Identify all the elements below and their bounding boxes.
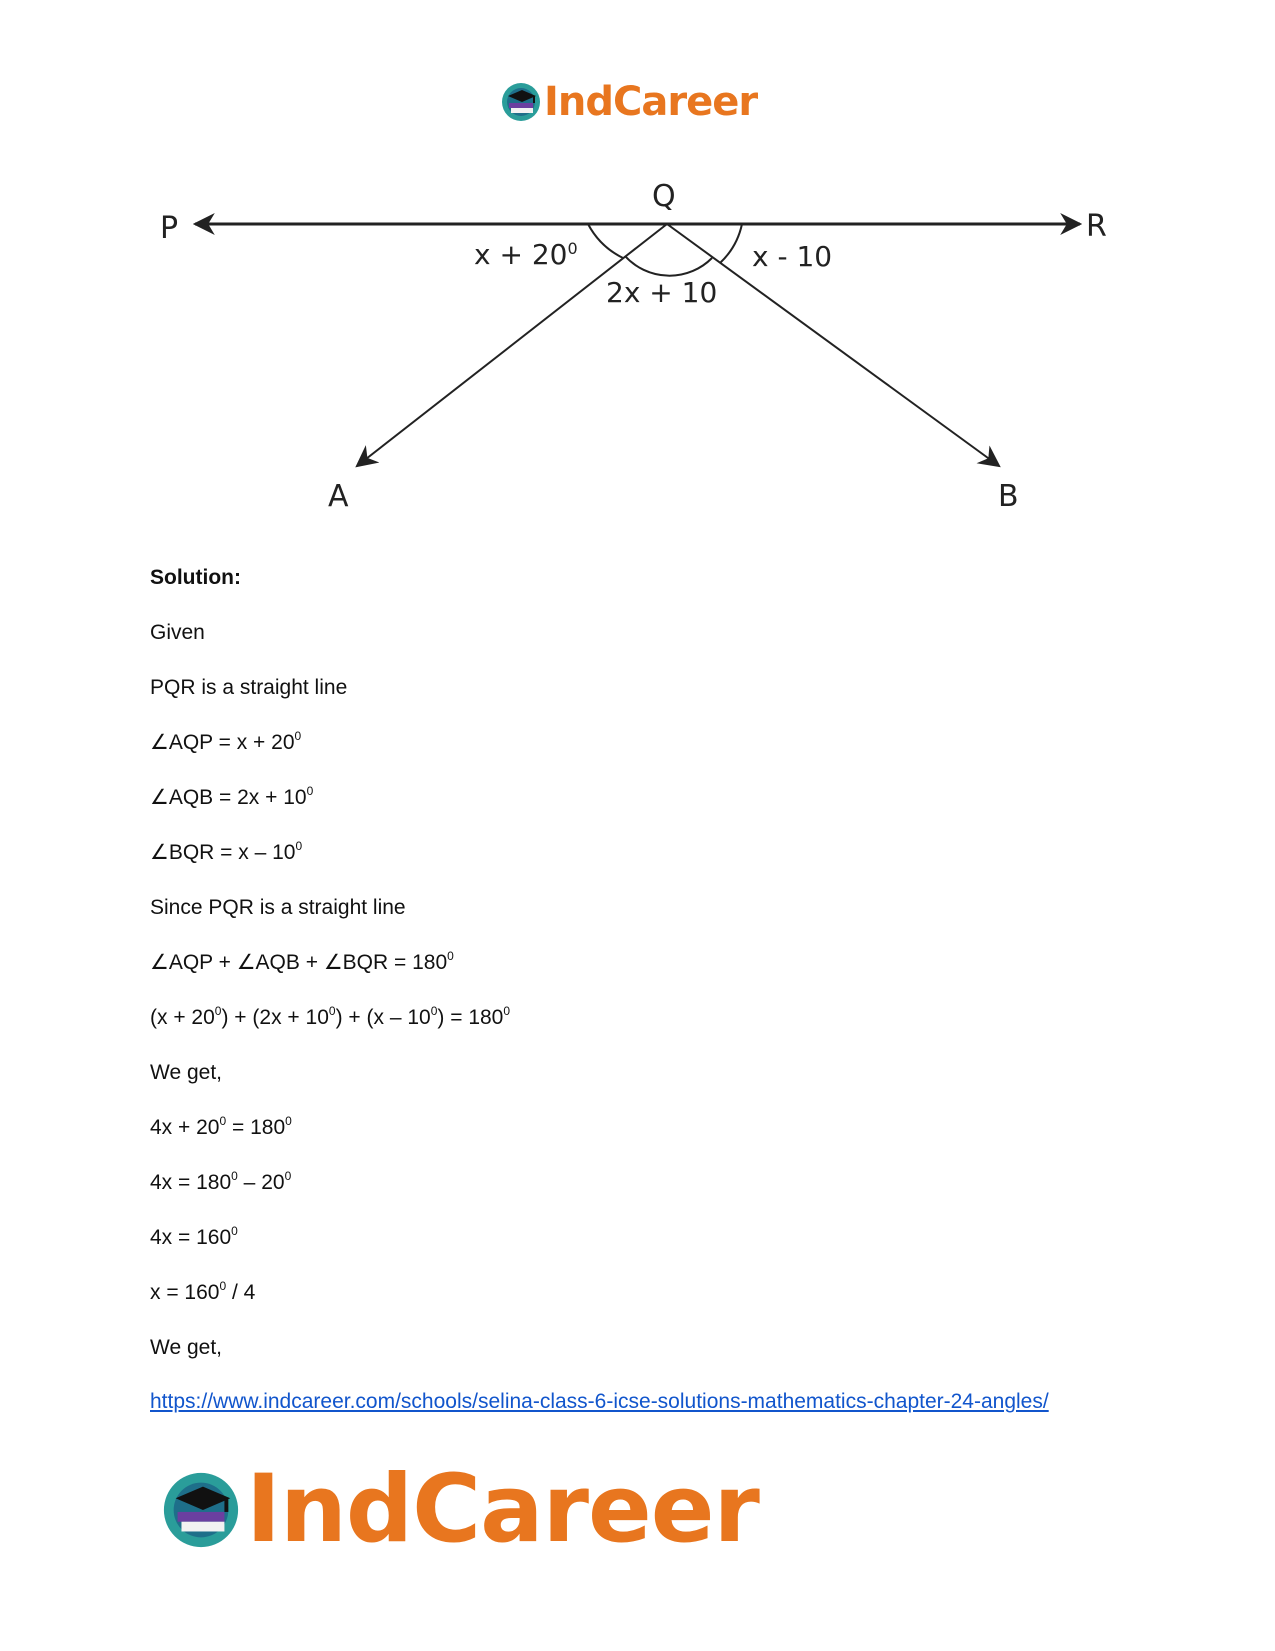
line-text: Since PQR is a straight line xyxy=(150,896,406,919)
line-text: Given xyxy=(150,621,205,644)
line-text: We get, xyxy=(150,1061,222,1084)
point-p-label: P xyxy=(160,211,179,246)
solution-line xyxy=(150,951,1130,975)
point-b-label: B xyxy=(998,479,1019,514)
solution-line xyxy=(150,1006,1130,1030)
solution-content xyxy=(150,566,1130,1417)
degree-sup: 0 xyxy=(231,1224,238,1238)
line-text: x = 160 xyxy=(150,1281,220,1304)
degree-sup: 0 xyxy=(328,1004,336,1018)
arc-bqr xyxy=(720,224,742,263)
line-text: PQR is a straight line xyxy=(150,676,348,699)
angle-aqb-label: 2x + 10 xyxy=(606,276,718,309)
degree-sup: 0 xyxy=(295,839,303,853)
source-link[interactable]: https://www.indcareer.com/schools/selina-class-6-icse-solutions-mathematics-chapter-24-angles/ xyxy=(150,1390,1049,1413)
angle-aqp-label xyxy=(474,238,578,271)
angle-aqp-degree: 0 xyxy=(567,239,578,258)
brand-name: IndCareer xyxy=(544,79,758,125)
brand-name: IndCareer xyxy=(246,1455,759,1564)
degree-sup: 0 xyxy=(430,1004,438,1018)
graduation-cap-books-icon xyxy=(500,81,542,123)
header-logo xyxy=(500,78,757,126)
line-text: ∠AQB = 2x + 10 xyxy=(150,786,307,809)
point-r-label: R xyxy=(1086,209,1107,244)
line-text: (x + 20 xyxy=(150,1006,215,1029)
degree-sup: 0 xyxy=(219,1279,227,1293)
solution-line xyxy=(150,731,1130,755)
line-text: = 180 xyxy=(226,1116,286,1139)
point-a-label: A xyxy=(328,479,349,514)
ray-qb xyxy=(667,224,999,466)
solution-lines xyxy=(150,621,1130,1360)
degree-sup: 0 xyxy=(285,1114,292,1128)
line-text: / 4 xyxy=(226,1281,256,1304)
arc-aqp xyxy=(588,224,623,258)
angle-diagram xyxy=(0,170,1275,540)
degree-sup: 0 xyxy=(284,1169,292,1183)
line-text: We get, xyxy=(150,1336,222,1359)
solution-line xyxy=(150,621,1130,645)
line-text: ∠BQR = x – 10 xyxy=(150,841,296,864)
degree-sup: 0 xyxy=(214,1004,222,1018)
solution-line xyxy=(150,786,1130,810)
line-text: ) + (2x + 10 xyxy=(221,1006,329,1029)
solution-line xyxy=(150,1116,1130,1140)
solution-line xyxy=(150,1171,1130,1195)
angle-aqp-text: x + 20 xyxy=(474,238,568,271)
solution-heading: Solution: xyxy=(150,566,241,589)
point-q-label: Q xyxy=(652,179,676,214)
line-text: ∠AQP + ∠AQB + ∠BQR = 180 xyxy=(150,951,448,974)
arc-aqb xyxy=(625,256,712,276)
line-text: – 20 xyxy=(237,1171,285,1194)
solution-line xyxy=(150,896,1130,920)
graduation-cap-books-icon xyxy=(160,1469,242,1551)
degree-sup: 0 xyxy=(294,729,302,743)
footer-logo xyxy=(160,1455,759,1564)
solution-line xyxy=(150,1226,1130,1250)
solution-line xyxy=(150,676,1130,700)
degree-sup: 0 xyxy=(306,784,314,798)
line-text: 4x = 180 xyxy=(150,1171,232,1194)
solution-line xyxy=(150,1061,1130,1085)
solution-line xyxy=(150,1281,1130,1305)
solution-line xyxy=(150,1336,1130,1360)
line-text: 4x = 160 xyxy=(150,1226,232,1249)
degree-sup: 0 xyxy=(219,1114,227,1128)
solution-line xyxy=(150,841,1130,865)
degree-sup: 0 xyxy=(503,1004,511,1018)
line-text: ) + (x – 10 xyxy=(335,1006,431,1029)
angle-bqr-label: x - 10 xyxy=(752,240,833,273)
degree-sup: 0 xyxy=(231,1169,238,1183)
line-text: 4x + 20 xyxy=(150,1116,220,1139)
degree-sup: 0 xyxy=(447,949,454,963)
line-text: ∠AQP = x + 20 xyxy=(150,731,295,754)
line-text: ) = 180 xyxy=(437,1006,504,1029)
